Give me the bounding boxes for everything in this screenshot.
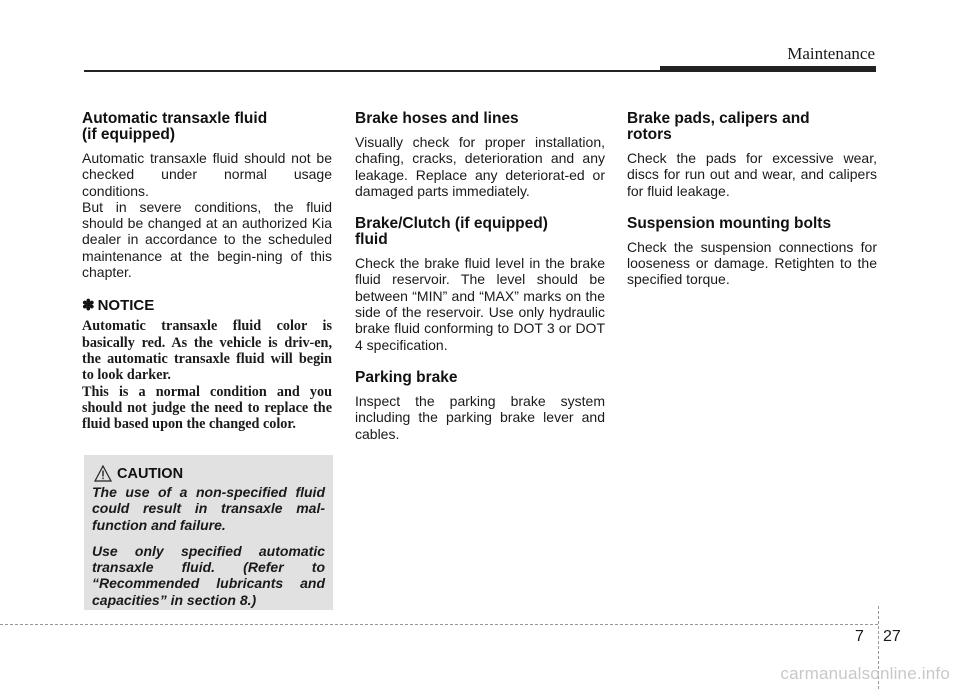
notice-star-icon: ✽ xyxy=(82,297,95,315)
notice-paragraph: This is a normal condition and you should not judge the need to replace the fluid based upon the changed color. xyxy=(82,383,332,433)
section-heading: Suspension mounting bolts xyxy=(627,214,832,232)
body-paragraph: Visually check for proper installation, chafing, cracks, deterioration and any leakage. Replace any deteriorat-ed or damaged parts immediately. xyxy=(355,134,605,199)
notice-paragraph: Automatic transaxle fluid color is basically red. As the vehicle is driv-en, the automatic transaxle fluid will begin to look darker. xyxy=(82,318,332,384)
caution-title: CAUTION xyxy=(117,465,184,482)
footer-dashed-rule xyxy=(0,624,878,625)
notice-heading xyxy=(82,296,332,314)
body-paragraph: Check the pads for excessive wear, discs for run out and wear, and calipers for fluid leakage. xyxy=(627,150,877,199)
watermark-text: carmanualsonline.info xyxy=(780,664,950,683)
body-paragraph: Inspect the parking brake system including the parking brake lever and cables. xyxy=(355,392,605,442)
body-paragraph: But in severe conditions, the fluid should be changed at an authorized Kia dealer in accordance to the scheduled maintenance at the begin-ning of this chapter. xyxy=(82,198,332,281)
caution-heading xyxy=(92,465,325,482)
column-2 xyxy=(355,111,605,442)
body-paragraph: Check the suspension connections for looseness or damage. Retighten to the specified torque. xyxy=(627,238,877,288)
header-rule-thin xyxy=(84,70,660,72)
section-heading: Parking brake xyxy=(355,368,458,386)
column-3 xyxy=(627,111,877,288)
column-1 xyxy=(82,111,332,432)
notice-title: NOTICE xyxy=(97,297,155,315)
header-rule-thick xyxy=(660,66,876,72)
caution-box xyxy=(84,455,333,610)
section-heading: Brake/Clutch (if equipped) fluid xyxy=(355,215,548,249)
body-paragraph: Automatic transaxle fluid should not be checked under normal usage conditions. xyxy=(82,150,332,199)
caution-paragraph: Use only specified automatic transaxle fluid. (Refer to “Recommended lubricants and capacities” in section 8.) xyxy=(92,542,325,608)
body-paragraph: Check the brake fluid level in the brake fluid reservoir. The level should be between “MIN” and “MAX” marks on the side of the reservoir. Use only hydraulic brake fluid conforming to DOT 3 or DOT 4 specification. xyxy=(355,255,605,353)
page-number: 27 xyxy=(883,628,901,645)
chapter-number: 7 xyxy=(855,628,864,645)
warning-triangle-icon xyxy=(94,465,112,482)
section-heading: Brake pads, calipers and rotors xyxy=(627,110,810,143)
section-heading: Brake hoses and lines xyxy=(355,110,519,127)
caution-paragraph: The use of a non-specified fluid could result in transaxle mal-function and failure. xyxy=(92,484,325,533)
page-header-title: Maintenance xyxy=(787,44,875,63)
section-heading: Automatic transaxle fluid (if equipped) xyxy=(82,110,268,143)
